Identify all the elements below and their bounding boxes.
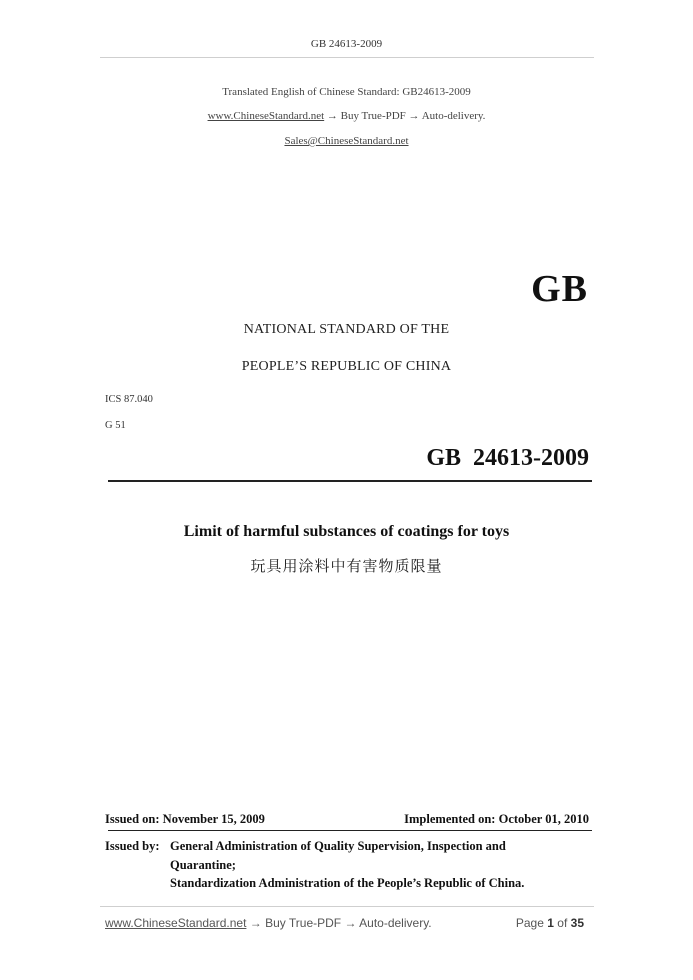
translation-notice: Translated English of Chinese Standard: GB24613-2009: [222, 86, 471, 98]
page-indicator: [516, 916, 584, 930]
implemented-on: [404, 812, 589, 827]
issued-on-label: Issued on:: [105, 812, 160, 826]
promo-line: [0, 110, 693, 122]
email-line: [0, 135, 693, 147]
title-english: Limit of harmful substances of coatings for toys: [183, 523, 510, 540]
footer-buy-text: Buy True-PDF: [265, 916, 342, 930]
implemented-on-value: October 01, 2010: [498, 812, 589, 826]
title-chinese: 玩具用涂料中有害物质限量: [250, 557, 443, 575]
title-divider: [108, 480, 592, 482]
arrow-right-icon: →: [408, 110, 420, 122]
issued-by-label: Issued by:: [105, 839, 160, 853]
auto-delivery-text: Auto-delivery.: [421, 110, 486, 122]
issued-by-line: Standardization Administration of the People’s Republic of China.: [170, 876, 525, 890]
footer-delivery-text: Auto-delivery.: [359, 916, 432, 930]
national-standard-line1: NATIONAL STANDARD OF THE: [243, 322, 450, 337]
issued-by-line: General Administration of Quality Supervision, Inspection and: [170, 839, 506, 853]
ics-code: ICS 87.040: [105, 394, 153, 405]
sales-email-link[interactable]: Sales@ChineseStandard.net: [284, 135, 409, 147]
arrow-right-icon: →: [326, 110, 338, 122]
page-current: 1: [547, 916, 554, 930]
footer-divider: [100, 906, 594, 907]
ccs-code: G 51: [105, 420, 126, 431]
running-header: GB 24613-2009: [310, 38, 383, 50]
site-link[interactable]: www.ChineseStandard.net: [207, 110, 325, 122]
national-standard-line2: PEOPLE’S REPUBLIC OF CHINA: [241, 359, 452, 374]
issue-divider: [108, 830, 592, 831]
issued-on: [105, 812, 265, 827]
standard-number: GB 24613-2009: [426, 445, 589, 471]
page-total: 35: [570, 916, 584, 930]
buy-pdf-text: Buy True-PDF: [340, 110, 406, 122]
implemented-on-label: Implemented on:: [404, 812, 496, 826]
gb-mark: GB: [531, 268, 588, 310]
issued-on-value: November 15, 2009: [162, 812, 265, 826]
arrow-right-icon: →: [249, 916, 262, 930]
issued-by-line: Quarantine;: [170, 858, 236, 872]
arrow-right-icon: →: [344, 916, 357, 930]
footer-site-link[interactable]: www.ChineseStandard.net: [105, 916, 247, 930]
header-divider: [100, 57, 594, 58]
page-of: of: [557, 916, 568, 930]
page-label: Page: [515, 916, 544, 930]
footer-promo: [105, 916, 432, 930]
